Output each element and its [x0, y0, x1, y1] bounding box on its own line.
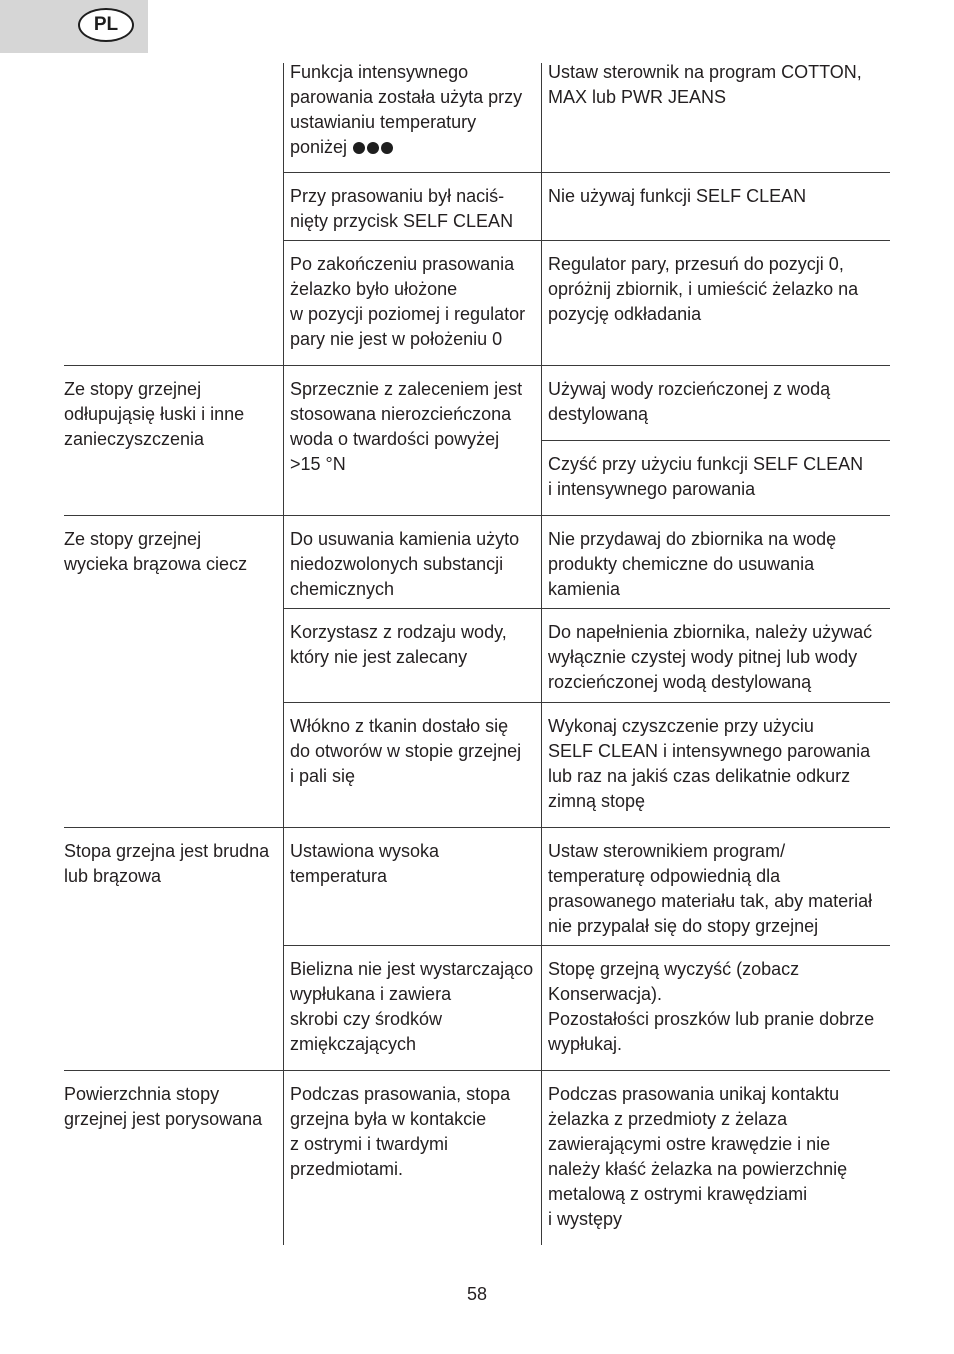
cause-cell [290, 60, 522, 161]
remedy-cell: Stopę grzejną wyczyść (zobacz Konserwacja). Pozostałości proszków lub pranie dobrze wypłukaj. [548, 959, 875, 1054]
remedy-cell: Ustaw sterownik na program COTTON, MAX lub PWR JEANS [548, 62, 862, 107]
cause-cell: Sprzecznie z zaleceniem jest stosowana nierozcieńczona woda o twardości powyżej >15 °N [290, 379, 523, 474]
cause-cell: Bielizna nie jest wystarczająco wypłukana i zawiera skrobi czy środków zmiękczających [290, 959, 534, 1054]
remedy-cell: Czyść przy użyciu funkcji SELF CLEAN i intensywnego parowania [548, 454, 864, 499]
cause-cell: Ustawiona wysoka temperatura [290, 841, 440, 886]
three-dots-temperature-icon [353, 136, 395, 161]
language-badge: PL [78, 8, 134, 42]
group-divider [64, 515, 890, 516]
cause-cell: Włókno z tkanin dostało się do otworów w stopie grzejnej i pali się [290, 716, 522, 786]
remedy-cell: Do napełnienia zbiornika, należy używać wyłącznie czystej wody pitnej lub wody rozcieńczonej wodą destylowaną [548, 622, 873, 692]
remedy-cell: Podczas prasowania unikaj kontaktu żelazka z przedmioty z żelaza zawierającymi ostre krawędzie i nie należy kłaść żelazka na powierzchnię metalową z ostrymi krawędziami i występy [548, 1084, 848, 1229]
row-divider [283, 608, 890, 609]
cause-cell: Przy prasowaniu był naciś- nięty przycisk SELF CLEAN [290, 186, 514, 231]
remedy-cell: Regulator pary, przesuń do pozycji 0, opróżnij zbiornik, i umieścić żelazko na pozycję odkładania [548, 254, 859, 324]
problem-cell: Ze stopy grzejnej wycieka brązowa ciecz [64, 529, 248, 574]
cause-cell: Do usuwania kamienia użyto niedozwolonych substancji chemicznych [290, 529, 520, 599]
cause-cell: Korzystasz z rodzaju wody, który nie jest zalecany [290, 622, 507, 667]
row-divider [283, 172, 890, 173]
group-divider [64, 827, 890, 828]
cause-text: Funkcja intensywnego parowania została użyta przy ustawianiu temperatury poniżej [290, 62, 523, 157]
group-divider [64, 1070, 890, 1071]
row-divider [283, 240, 890, 241]
group-divider [64, 365, 890, 366]
row-divider [283, 702, 890, 703]
cause-cell: Podczas prasowania, stopa grzejna była w kontakcie z ostrymi i twardymi przedmiotami. [290, 1084, 511, 1179]
problem-cell: Stopa grzejna jest brudna lub brązowa [64, 841, 270, 886]
remedy-cell: Ustaw sterownikiem program/ temperaturę odpowiednią dla prasowanego materiału tak, aby materiał nie przypalał się do stopy grzejnej [548, 841, 873, 936]
remedy-cell: Wykonaj czyszczenie przy użyciu SELF CLEAN i intensywnego parowania lub raz na jakiś czas delikatnie odkurz zimną stopę [548, 716, 871, 811]
language-tab [0, 0, 148, 53]
remedy-cell: Nie używaj funkcji SELF CLEAN [548, 186, 807, 206]
problem-cell: Ze stopy grzejnej odłupująsię łuski i inne zanieczyszczenia [64, 379, 245, 449]
cause-cell: Po zakończeniu prasowania żelazko było ułożone w pozycji poziomej i regulator pary nie jest w położeniu 0 [290, 254, 526, 349]
remedy-cell: Nie przydawaj do zbiornika na wodę produkty chemiczne do usuwania kamienia [548, 529, 837, 599]
remedy-cell: Używaj wody rozcieńczonej z wodą destylowaną [548, 379, 831, 424]
row-divider [283, 945, 890, 946]
problem-cell: Powierzchnia stopy grzejnej jest porysowana [64, 1084, 263, 1129]
row-divider [541, 440, 890, 441]
page-number: 58 [466, 1284, 488, 1304]
